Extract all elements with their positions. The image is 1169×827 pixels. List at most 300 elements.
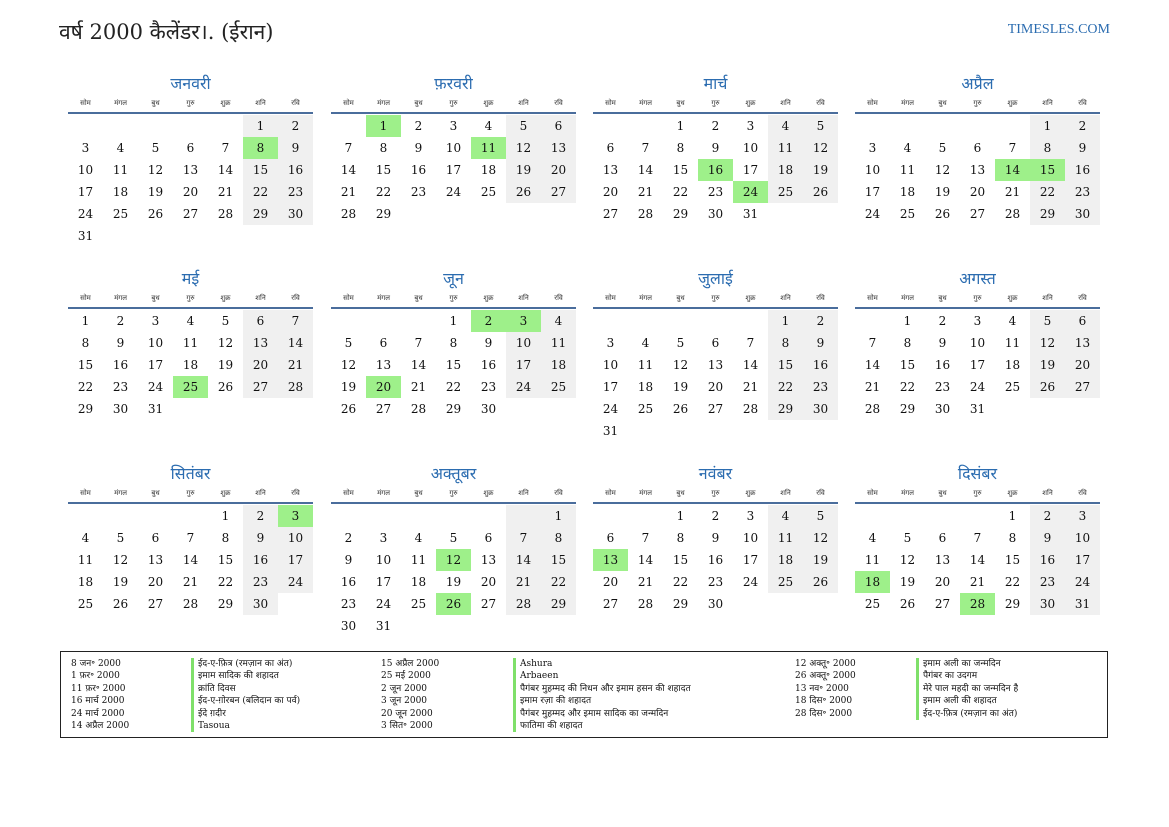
empty-cell	[663, 420, 698, 442]
weekday-label: गुरु	[186, 489, 195, 497]
holiday-name: इमाम रज़ा की शहादत	[513, 695, 691, 707]
empty-cell	[890, 115, 925, 137]
day-cell: 17	[969, 358, 986, 372]
day-cell: 15	[77, 358, 94, 372]
month-name: अगस्त	[959, 269, 996, 288]
day-cell: 18	[1004, 358, 1021, 372]
weekday-label: रवि	[291, 99, 300, 107]
day-cell: 16	[803, 354, 838, 376]
weekday-label: शुक्र	[220, 294, 231, 302]
weekday-label: सोम	[867, 99, 878, 107]
holiday-name: क्रांति दिवस	[191, 683, 300, 695]
day-cell: 15	[672, 553, 689, 567]
holiday-date: 16 मार्च 2000	[71, 696, 125, 707]
day-cell: 26	[147, 207, 164, 221]
empty-cell	[243, 398, 278, 420]
day-cell: 19	[1030, 354, 1065, 376]
empty-cell	[593, 115, 628, 137]
empty-cell	[698, 420, 733, 442]
day-cell: 9	[711, 141, 720, 155]
day-cell: 17	[375, 575, 392, 589]
day-cell: 21	[217, 185, 234, 199]
day-cell: 11	[541, 332, 576, 354]
day-cell: 4	[641, 336, 650, 350]
weekday-label: शनि	[255, 489, 266, 497]
day-cell: 25	[410, 597, 427, 611]
day-cell: 21	[1004, 185, 1021, 199]
weekday-header	[855, 97, 1100, 114]
weekday-label: गुरु	[186, 294, 195, 302]
day-cell: 27	[602, 597, 619, 611]
day-cell: 7	[641, 531, 650, 545]
day-cell: 7	[506, 527, 541, 549]
empty-cell	[471, 505, 506, 527]
day-cell: 13	[541, 137, 576, 159]
day-cell: 26	[340, 402, 357, 416]
empty-cell	[541, 203, 576, 225]
weekday-header	[593, 487, 838, 504]
empty-cell	[925, 115, 960, 137]
day-cell: 12	[147, 163, 164, 177]
day-cell: 5	[803, 115, 838, 137]
day-cell: 13	[182, 163, 199, 177]
day-cell: 14	[340, 163, 357, 177]
day-cell: 17	[1065, 549, 1100, 571]
weekday-label: बुध	[938, 489, 947, 497]
day-cell: 15	[375, 163, 392, 177]
day-cell: 16	[340, 575, 357, 589]
empty-cell	[138, 225, 173, 247]
month-name: दिसंबर	[957, 464, 998, 483]
day-cell: 5	[803, 505, 838, 527]
day-cell: 18	[410, 575, 427, 589]
empty-cell	[506, 615, 541, 637]
day-cell: 19	[112, 575, 129, 589]
month-name: नवंबर	[698, 464, 733, 483]
day-cell: 28	[637, 207, 654, 221]
weekday-label: शुक्र	[745, 489, 756, 497]
day-cell: 22	[217, 575, 234, 589]
day-cell: 26	[803, 571, 838, 593]
empty-cell	[506, 203, 541, 225]
day-cell: 28	[278, 376, 313, 398]
empty-cell	[803, 203, 838, 225]
day-cell: 24	[1065, 571, 1100, 593]
day-cell: 11	[1004, 336, 1021, 350]
day-grid	[855, 505, 1100, 615]
day-cell: 15	[1004, 553, 1021, 567]
day-cell: 14	[742, 358, 759, 372]
day-cell: 23	[1065, 181, 1100, 203]
day-cell: 3	[746, 509, 755, 523]
day-cell: 28	[864, 402, 881, 416]
page-title: वर्ष 2000 कैलेंडर।. (ईरान)	[59, 20, 274, 44]
day-cell: 25	[1004, 380, 1021, 394]
day-cell: 6	[484, 531, 493, 545]
day-cell: 11	[864, 553, 881, 567]
day-cell: 6	[606, 141, 615, 155]
weekday-label: मंगल	[901, 99, 914, 107]
weekday-label: शनि	[1042, 489, 1053, 497]
holiday-list	[60, 651, 1108, 738]
day-cell: 16	[410, 163, 427, 177]
empty-cell	[506, 398, 541, 420]
weekday-label: बुध	[676, 489, 685, 497]
day-cell: 8	[449, 336, 458, 350]
day-cell: 8	[379, 141, 388, 155]
day-cell: 5	[676, 336, 685, 350]
holiday-date: 13 नव॰ 2000	[795, 683, 849, 694]
day-cell: 9	[116, 336, 125, 350]
day-cell: 8	[903, 336, 912, 350]
day-cell: 13	[1065, 332, 1100, 354]
day-cell: 25	[768, 571, 803, 593]
holiday-name: मेरे पाल महदी का जन्मदिन है	[916, 683, 1018, 695]
day-cell: 4	[541, 310, 576, 332]
empty-cell	[103, 115, 138, 137]
day-cell: 5	[449, 531, 458, 545]
day-cell: 21	[340, 185, 357, 199]
day-cell: 3	[449, 119, 458, 133]
day-cell: 15	[672, 163, 689, 177]
empty-cell	[278, 398, 313, 420]
holiday-dates-column	[71, 658, 129, 732]
weekday-label: मंगल	[114, 489, 127, 497]
day-cell: 22	[1004, 575, 1021, 589]
day-cell: 2	[711, 119, 720, 133]
day-cell: 18	[899, 185, 916, 199]
day-grid	[855, 115, 1100, 225]
day-cell: 29	[1030, 203, 1065, 225]
holiday-name: ईदे ग़दीर	[191, 708, 300, 720]
empty-cell	[208, 225, 243, 247]
empty-cell	[331, 505, 366, 527]
day-cell: 8	[221, 531, 230, 545]
day-cell: 7	[221, 141, 230, 155]
day-cell: 5	[938, 141, 947, 155]
weekday-label: गुरु	[449, 294, 458, 302]
day-cell: 6	[938, 531, 947, 545]
day-grid	[68, 505, 313, 615]
day-cell: 1	[676, 119, 685, 133]
day-cell: 26	[217, 380, 234, 394]
empty-cell	[541, 398, 576, 420]
day-cell: 30	[1030, 593, 1065, 615]
weekday-label: शनि	[255, 294, 266, 302]
month-name: जनवरी	[170, 74, 211, 93]
day-cell: 16	[934, 358, 951, 372]
weekday-label: बुध	[676, 294, 685, 302]
day-cell: 24	[147, 380, 164, 394]
day-cell: 12	[506, 137, 541, 159]
day-cell: 9	[803, 332, 838, 354]
weekday-label: शुक्र	[1007, 294, 1018, 302]
day-cell: 26	[506, 181, 541, 203]
day-cell: 1	[1008, 509, 1017, 523]
holiday-date: 18 दिस॰ 2000	[795, 696, 853, 707]
weekday-label: रवि	[816, 489, 825, 497]
day-cell: 28	[742, 402, 759, 416]
weekday-label: रवि	[554, 294, 563, 302]
day-cell: 14	[410, 358, 427, 372]
day-cell: 11	[182, 336, 199, 350]
day-cell: 16	[112, 358, 129, 372]
day-cell: 22	[375, 185, 392, 199]
day-cell: 1	[81, 314, 90, 328]
day-cell: 22	[768, 376, 803, 398]
day-cell: 13	[969, 163, 986, 177]
empty-cell	[541, 615, 576, 637]
weekday-label: मंगल	[901, 489, 914, 497]
empty-cell	[628, 505, 663, 527]
weekday-label: शनि	[518, 489, 529, 497]
empty-cell	[960, 115, 995, 137]
day-cell: 8	[768, 332, 803, 354]
empty-cell	[890, 505, 925, 527]
empty-cell	[401, 203, 436, 225]
holiday-name: Tasoua	[191, 720, 300, 732]
day-cell: 5	[1030, 310, 1065, 332]
day-cell: 22	[243, 181, 278, 203]
day-cell: 26	[934, 207, 951, 221]
empty-cell	[855, 115, 890, 137]
day-cell: 3	[379, 531, 388, 545]
day-cell: 12	[803, 137, 838, 159]
weekday-label: शुक्र	[483, 489, 494, 497]
month-block	[593, 463, 838, 615]
day-cell: 30	[707, 597, 724, 611]
holiday-name: Ashura	[513, 658, 691, 670]
day-cell: 22	[77, 380, 94, 394]
weekday-label: मंगल	[114, 294, 127, 302]
holiday-day: 26	[436, 593, 471, 615]
day-cell: 19	[899, 575, 916, 589]
day-cell: 31	[742, 207, 759, 221]
day-cell: 28	[182, 597, 199, 611]
day-cell: 6	[243, 310, 278, 332]
weekday-label: रवि	[554, 489, 563, 497]
day-cell: 29	[217, 597, 234, 611]
empty-cell	[436, 615, 471, 637]
day-cell: 8	[1030, 137, 1065, 159]
day-cell: 28	[1004, 207, 1021, 221]
day-cell: 11	[410, 553, 427, 567]
empty-cell	[208, 398, 243, 420]
day-cell: 8	[676, 531, 685, 545]
day-cell: 16	[480, 358, 497, 372]
weekday-label: रवि	[1078, 99, 1087, 107]
weekday-header	[331, 487, 576, 504]
empty-cell	[768, 420, 803, 442]
day-cell: 17	[602, 380, 619, 394]
day-cell: 4	[484, 119, 493, 133]
day-cell: 26	[112, 597, 129, 611]
day-cell: 14	[637, 163, 654, 177]
day-cell: 2	[116, 314, 125, 328]
holiday-day: 16	[698, 159, 733, 181]
day-cell: 22	[672, 575, 689, 589]
day-cell: 20	[480, 575, 497, 589]
day-cell: 19	[672, 380, 689, 394]
day-cell: 27	[480, 597, 497, 611]
day-cell: 23	[707, 185, 724, 199]
day-cell: 29	[899, 402, 916, 416]
day-cell: 15	[768, 354, 803, 376]
weekday-label: सोम	[605, 99, 616, 107]
weekday-label: मंगल	[639, 294, 652, 302]
weekday-label: सोम	[605, 294, 616, 302]
day-cell: 30	[934, 402, 951, 416]
day-cell: 24	[506, 376, 541, 398]
day-cell: 23	[480, 380, 497, 394]
day-cell: 6	[973, 141, 982, 155]
weekday-label: मंगल	[377, 489, 390, 497]
day-cell: 9	[278, 137, 313, 159]
day-cell: 8	[1008, 531, 1017, 545]
weekday-label: शनि	[780, 489, 791, 497]
day-cell: 15	[445, 358, 462, 372]
empty-cell	[995, 398, 1030, 420]
weekday-label: सोम	[80, 294, 91, 302]
day-cell: 25	[77, 597, 94, 611]
day-cell: 31	[147, 402, 164, 416]
day-cell: 28	[217, 207, 234, 221]
day-cell: 30	[803, 398, 838, 420]
holiday-name: Arbaeen	[513, 670, 691, 682]
day-cell: 20	[541, 159, 576, 181]
day-cell: 3	[606, 336, 615, 350]
day-cell: 29	[77, 402, 94, 416]
day-cell: 22	[541, 571, 576, 593]
day-cell: 20	[969, 185, 986, 199]
holiday-date: 1 फ़र॰ 2000	[71, 671, 120, 682]
empty-cell	[471, 203, 506, 225]
weekday-label: रवि	[1078, 489, 1087, 497]
day-cell: 4	[1008, 314, 1017, 328]
empty-cell	[138, 115, 173, 137]
day-cell: 19	[803, 549, 838, 571]
day-cell: 17	[742, 163, 759, 177]
holiday-names-column	[916, 658, 1018, 720]
day-cell: 23	[410, 185, 427, 199]
day-cell: 30	[340, 619, 357, 633]
empty-cell	[243, 225, 278, 247]
holiday-date: 28 दिस॰ 2000	[795, 708, 853, 719]
holiday-day: 2	[471, 310, 506, 332]
day-cell: 17	[506, 354, 541, 376]
day-cell: 30	[243, 593, 278, 615]
day-cell: 29	[1004, 597, 1021, 611]
weekday-label: शनि	[518, 99, 529, 107]
day-cell: 12	[934, 163, 951, 177]
month-name: मई	[181, 269, 200, 288]
day-cell: 10	[77, 163, 94, 177]
day-cell: 21	[637, 185, 654, 199]
weekday-label: गुरु	[449, 99, 458, 107]
month-block	[331, 463, 576, 637]
empty-cell	[593, 505, 628, 527]
day-cell: 5	[506, 115, 541, 137]
weekday-label: मंगल	[377, 99, 390, 107]
day-cell: 14	[969, 553, 986, 567]
holiday-day: 1	[366, 115, 401, 137]
weekday-label: शनि	[1042, 99, 1053, 107]
day-cell: 2	[711, 509, 720, 523]
day-cell: 16	[1030, 549, 1065, 571]
day-cell: 25	[768, 181, 803, 203]
day-cell: 9	[1065, 137, 1100, 159]
day-cell: 5	[151, 141, 160, 155]
day-cell: 19	[803, 159, 838, 181]
day-cell: 23	[243, 571, 278, 593]
day-cell: 10	[375, 553, 392, 567]
day-cell: 9	[1030, 527, 1065, 549]
day-cell: 21	[864, 380, 881, 394]
day-cell: 19	[934, 185, 951, 199]
day-cell: 13	[934, 553, 951, 567]
month-block	[593, 73, 838, 225]
holiday-date: 25 मई 2000	[381, 671, 431, 682]
empty-cell	[366, 310, 401, 332]
day-cell: 10	[1065, 527, 1100, 549]
day-grid	[331, 505, 576, 637]
day-cell: 7	[278, 310, 313, 332]
day-cell: 25	[637, 402, 654, 416]
weekday-label: रवि	[291, 294, 300, 302]
day-cell: 11	[768, 137, 803, 159]
day-cell: 11	[637, 358, 654, 372]
day-cell: 29	[768, 398, 803, 420]
day-cell: 25	[541, 376, 576, 398]
holiday-name: ईद-ए-फ़ित्र (रमज़ान का अंत)	[916, 708, 1018, 720]
empty-cell	[471, 615, 506, 637]
day-cell: 28	[506, 593, 541, 615]
day-cell: 27	[602, 207, 619, 221]
weekday-label: रवि	[816, 294, 825, 302]
weekday-label: बुध	[151, 294, 160, 302]
empty-cell	[173, 225, 208, 247]
weekday-header	[593, 97, 838, 114]
empty-cell	[173, 115, 208, 137]
site-link[interactable]: TIMESLES.COM	[1007, 22, 1110, 37]
day-cell: 7	[344, 141, 353, 155]
weekday-label: गुरु	[711, 489, 720, 497]
day-cell: 7	[746, 336, 755, 350]
day-cell: 14	[217, 163, 234, 177]
holiday-name: इमाम सादिक की शहादत	[191, 670, 300, 682]
day-cell: 1	[221, 509, 230, 523]
day-cell: 10	[864, 163, 881, 177]
day-cell: 23	[340, 597, 357, 611]
holiday-name: पैगंबर का उदगम	[916, 670, 1018, 682]
day-cell: 19	[506, 159, 541, 181]
day-cell: 9	[344, 553, 353, 567]
day-cell: 20	[602, 575, 619, 589]
day-cell: 2	[938, 314, 947, 328]
day-cell: 29	[541, 593, 576, 615]
empty-cell	[995, 115, 1030, 137]
holiday-day: 25	[173, 376, 208, 398]
day-cell: 10	[602, 358, 619, 372]
holiday-date: 3 सित॰ 2000	[381, 720, 433, 731]
holiday-day: 12	[436, 549, 471, 571]
day-cell: 16	[278, 159, 313, 181]
weekday-label: गुरु	[973, 294, 982, 302]
day-cell: 1	[768, 310, 803, 332]
day-cell: 20	[602, 185, 619, 199]
weekday-header	[331, 292, 576, 309]
day-cell: 11	[77, 553, 94, 567]
